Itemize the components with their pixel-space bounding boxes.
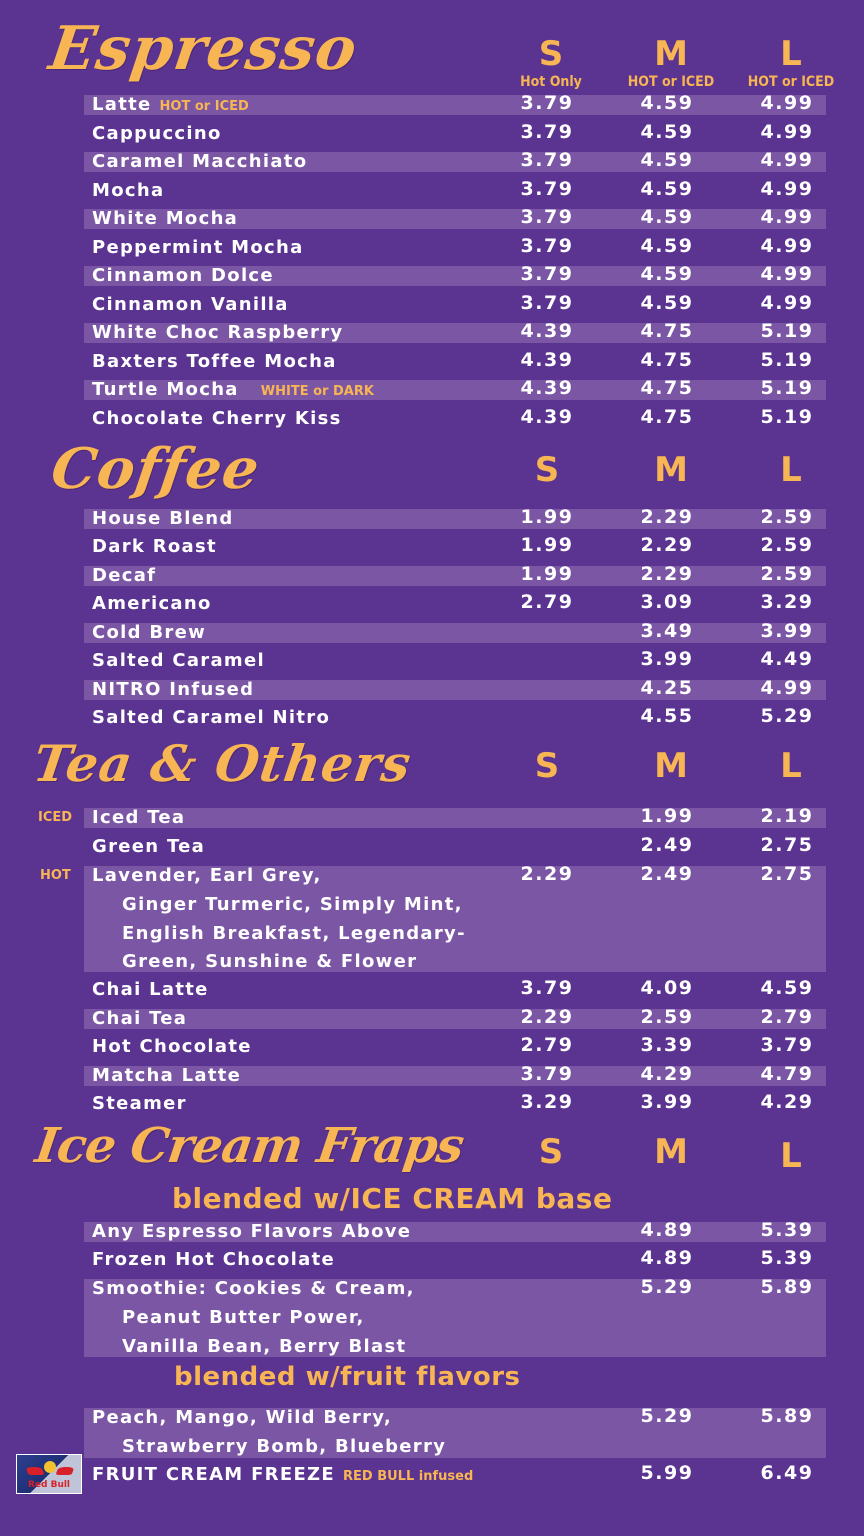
- item-name: Mocha: [92, 180, 165, 201]
- hot-tag: HOT: [40, 868, 71, 883]
- item-name: Cinnamon Vanilla: [92, 294, 289, 315]
- menu-row-peppermint-mocha: [84, 235, 826, 258]
- price-large: 2.59: [760, 534, 814, 556]
- price-large: 4.99: [760, 149, 814, 171]
- fraps-heading: Ice Cream Fraps: [32, 1118, 467, 1174]
- menu-row-nitro-infused: [84, 677, 826, 700]
- price-small: 4.39: [520, 349, 574, 371]
- price-large: 3.79: [760, 1034, 814, 1056]
- price-medium: 3.09: [640, 591, 694, 613]
- price-medium: 4.59: [640, 206, 694, 228]
- menu-row-white-mocha: [84, 206, 826, 229]
- menu-row-mocha: [84, 178, 826, 201]
- price-large: 4.99: [760, 235, 814, 257]
- price-large: 4.59: [760, 977, 814, 999]
- price-large: 5.39: [760, 1247, 814, 1269]
- espresso-size-m: M: [654, 34, 688, 74]
- espresso-size-note-m: HOT or ICED: [627, 74, 715, 90]
- menu-row-decaf: [84, 563, 826, 586]
- item-name-line: Vanilla Bean, Berry Blast: [122, 1336, 407, 1357]
- item-name: Hot Chocolate: [92, 1036, 252, 1057]
- espresso-heading: Espresso: [45, 14, 362, 84]
- item-name: Chocolate Cherry Kiss: [92, 408, 342, 429]
- price-small: 4.39: [520, 377, 574, 399]
- tea-size-l: L: [780, 746, 802, 786]
- item-name: Iced Tea: [92, 807, 186, 828]
- espresso-size-note-l: HOT or ICED: [747, 74, 835, 90]
- price-large: 3.29: [760, 591, 814, 613]
- item-name: Green Tea: [92, 836, 206, 857]
- espresso-size-l: L: [780, 34, 802, 74]
- price-medium: 4.89: [640, 1219, 694, 1241]
- red-bull-logo: [16, 1454, 82, 1494]
- fraps-icecream-subhead: blended w/ICE CREAM base: [172, 1182, 613, 1215]
- price-small: 3.79: [520, 92, 574, 114]
- price-medium: 5.29: [640, 1276, 694, 1298]
- price-large: 2.19: [760, 805, 814, 827]
- menu-row-salted-caramel: [84, 648, 826, 671]
- item-name: Salted Caramel Nitro: [92, 707, 331, 728]
- menu-row-matcha-latte: [84, 1063, 826, 1086]
- price-medium: 3.49: [640, 620, 694, 642]
- menu-row-smoothie: [84, 1276, 826, 1357]
- price-small: 3.79: [520, 977, 574, 999]
- price-small: 3.79: [520, 178, 574, 200]
- item-name: Americano: [92, 593, 212, 614]
- price-medium: 2.49: [640, 863, 694, 885]
- coffee-heading: Coffee: [47, 436, 264, 502]
- coffee-size-m: M: [654, 450, 688, 490]
- price-large: 2.75: [760, 863, 814, 885]
- menu-row-any-espresso-flavors: [84, 1219, 826, 1242]
- item-name: Smoothie: Cookies & Cream,: [92, 1278, 415, 1299]
- sun-icon: [44, 1461, 56, 1473]
- item-name: Cappuccino: [92, 123, 222, 144]
- price-large: 4.99: [760, 121, 814, 143]
- bull-icon: [26, 1467, 45, 1475]
- price-medium: 2.59: [640, 1006, 694, 1028]
- item-name: Peach, Mango, Wild Berry,: [92, 1407, 393, 1428]
- price-medium: 4.55: [640, 705, 694, 727]
- price-small: 4.39: [520, 406, 574, 428]
- price-medium: 4.59: [640, 263, 694, 285]
- price-large: 3.99: [760, 620, 814, 642]
- menu-row-frozen-hot-chocolate: [84, 1247, 826, 1270]
- item-name: Salted Caramel: [92, 650, 265, 671]
- price-large: 4.79: [760, 1063, 814, 1085]
- menu-row-americano: [84, 591, 826, 614]
- item-tag: WHITE or DARK: [260, 384, 374, 399]
- menu-row-cinnamon-dolce: [84, 263, 826, 286]
- price-small: 2.79: [520, 591, 574, 613]
- price-medium: 4.09: [640, 977, 694, 999]
- price-medium: 5.99: [640, 1462, 694, 1484]
- coffee-size-s: S: [534, 450, 560, 490]
- menu-row-house-blend: [84, 506, 826, 529]
- price-medium: 4.75: [640, 406, 694, 428]
- menu-row-caramel-macchiato: [84, 149, 826, 172]
- item-name: White Choc Raspberry: [92, 322, 344, 343]
- price-large: 5.19: [760, 377, 814, 399]
- price-small: 1.99: [520, 506, 574, 528]
- espresso-size-s: S: [538, 34, 564, 74]
- item-name: Cinnamon Dolce: [92, 265, 274, 286]
- price-medium: 4.75: [640, 320, 694, 342]
- price-medium: 4.25: [640, 677, 694, 699]
- price-large: 4.99: [760, 206, 814, 228]
- item-name-line: Strawberry Bomb, Blueberry: [122, 1436, 447, 1457]
- iced-tag: ICED: [38, 810, 73, 825]
- menu-row-hot-chocolate: [84, 1034, 826, 1057]
- price-small: 3.79: [520, 1063, 574, 1085]
- menu-row-iced-tea: [84, 805, 826, 828]
- item-name-line: Ginger Turmeric, Simply Mint,: [122, 894, 463, 915]
- fraps-size-s: S: [538, 1132, 564, 1172]
- item-name: Matcha Latte: [92, 1065, 242, 1086]
- price-small: 2.79: [520, 1034, 574, 1056]
- menu-row-white-choc-raspberry: [84, 320, 826, 343]
- menu-row-steamer: [84, 1091, 826, 1114]
- price-medium: 1.99: [640, 805, 694, 827]
- price-large: 5.39: [760, 1219, 814, 1241]
- item-name: Latte HOT or ICED: [92, 94, 249, 115]
- price-large: 4.99: [760, 292, 814, 314]
- menu-row-green-tea: [84, 834, 826, 857]
- price-small: 3.79: [520, 235, 574, 257]
- price-small: 3.79: [520, 292, 574, 314]
- menu-row-chai-latte: [84, 977, 826, 1000]
- item-name: Lavender, Earl Grey,: [92, 865, 322, 886]
- price-large: 4.99: [760, 92, 814, 114]
- price-large: 5.89: [760, 1405, 814, 1427]
- red-bull-logo-text: Red Bull: [27, 1480, 71, 1490]
- price-large: 4.99: [760, 677, 814, 699]
- menu-row-dark-roast: [84, 534, 826, 557]
- price-large: 5.29: [760, 705, 814, 727]
- price-large: 5.89: [760, 1276, 814, 1298]
- tea-size-m: M: [654, 746, 688, 786]
- item-name: House Blend: [92, 508, 234, 529]
- price-small: 3.79: [520, 149, 574, 171]
- item-name-line: Green, Sunshine & Flower: [122, 951, 418, 972]
- price-medium: 3.99: [640, 1091, 694, 1113]
- menu-row-chocolate-cherry-kiss: [84, 406, 826, 429]
- menu-row-chai-tea: [84, 1006, 826, 1029]
- price-small: 1.99: [520, 563, 574, 585]
- menu-row-cinnamon-vanilla: [84, 292, 826, 315]
- tea-heading: Tea & Others: [29, 734, 416, 793]
- item-name: Dark Roast: [92, 536, 217, 557]
- item-tag: RED BULL infused: [343, 1469, 474, 1484]
- price-large: 2.75: [760, 834, 814, 856]
- price-large: 5.19: [760, 320, 814, 342]
- bull-icon: [56, 1467, 75, 1475]
- price-large: 4.49: [760, 648, 814, 670]
- price-small: 2.29: [520, 863, 574, 885]
- tea-size-s: S: [534, 746, 560, 786]
- price-small: 3.79: [520, 121, 574, 143]
- price-small: 3.79: [520, 263, 574, 285]
- item-name: Cold Brew: [92, 622, 207, 643]
- price-large: 2.59: [760, 506, 814, 528]
- item-name: Turtle Mocha WHITE or DARK: [92, 379, 374, 400]
- price-medium: 4.59: [640, 149, 694, 171]
- price-medium: 3.99: [640, 648, 694, 670]
- fraps-fruit-subhead: blended w/fruit flavors: [174, 1362, 521, 1392]
- price-medium: 2.29: [640, 506, 694, 528]
- price-large: 4.99: [760, 178, 814, 200]
- price-small: 3.79: [520, 206, 574, 228]
- price-large: 5.19: [760, 406, 814, 428]
- menu-row-fruit-cream-freeze: [84, 1462, 826, 1485]
- price-medium: 4.89: [640, 1247, 694, 1269]
- price-medium: 2.49: [640, 834, 694, 856]
- menu-row-cappuccino: [84, 121, 826, 144]
- item-name: Baxters Toffee Mocha: [92, 351, 337, 372]
- item-name: Chai Tea: [92, 1008, 188, 1029]
- price-medium: 4.59: [640, 235, 694, 257]
- price-medium: 4.75: [640, 349, 694, 371]
- price-medium: 4.59: [640, 292, 694, 314]
- price-medium: 4.29: [640, 1063, 694, 1085]
- menu-row-fruit-flavors: [84, 1405, 826, 1458]
- price-medium: 4.59: [640, 178, 694, 200]
- item-name: Frozen Hot Chocolate: [92, 1249, 336, 1270]
- fraps-size-m: M: [654, 1132, 688, 1172]
- item-name: Peppermint Mocha: [92, 237, 304, 258]
- price-small: 4.39: [520, 320, 574, 342]
- item-name: Steamer: [92, 1093, 187, 1114]
- item-name-line: Peanut Butter Power,: [122, 1307, 365, 1328]
- price-large: 6.49: [760, 1462, 814, 1484]
- item-name: White Mocha: [92, 208, 239, 229]
- menu-row-turtle-mocha: [84, 377, 826, 400]
- menu-row-hot-teas: [84, 863, 826, 972]
- menu-row-baxters-toffee-mocha: [84, 349, 826, 372]
- price-medium: 4.75: [640, 377, 694, 399]
- fraps-size-l: L: [780, 1136, 802, 1176]
- item-name: NITRO Infused: [92, 679, 255, 700]
- price-large: 4.29: [760, 1091, 814, 1113]
- item-name: Chai Latte: [92, 979, 209, 1000]
- price-medium: 5.29: [640, 1405, 694, 1427]
- price-small: 2.29: [520, 1006, 574, 1028]
- price-medium: 2.29: [640, 563, 694, 585]
- price-medium: 4.59: [640, 92, 694, 114]
- item-name: Any Espresso Flavors Above: [92, 1221, 412, 1242]
- item-tag: HOT or ICED: [159, 99, 249, 114]
- espresso-size-note-s: Hot Only: [520, 74, 582, 90]
- price-medium: 4.59: [640, 121, 694, 143]
- price-large: 5.19: [760, 349, 814, 371]
- item-name: Decaf: [92, 565, 157, 586]
- price-large: 2.79: [760, 1006, 814, 1028]
- menu-row-salted-caramel-nitro: [84, 705, 826, 728]
- price-medium: 2.29: [640, 534, 694, 556]
- price-small: 1.99: [520, 534, 574, 556]
- menu-row-cold-brew: [84, 620, 826, 643]
- item-name-line: English Breakfast, Legendary-: [122, 923, 466, 944]
- coffee-size-l: L: [780, 450, 802, 490]
- price-small: 3.29: [520, 1091, 574, 1113]
- price-medium: 3.39: [640, 1034, 694, 1056]
- price-large: 4.99: [760, 263, 814, 285]
- price-large: 2.59: [760, 563, 814, 585]
- item-name: Caramel Macchiato: [92, 151, 308, 172]
- item-name: FRUIT CREAM FREEZE RED BULL infused: [92, 1464, 474, 1485]
- menu-row-latte: [84, 92, 826, 115]
